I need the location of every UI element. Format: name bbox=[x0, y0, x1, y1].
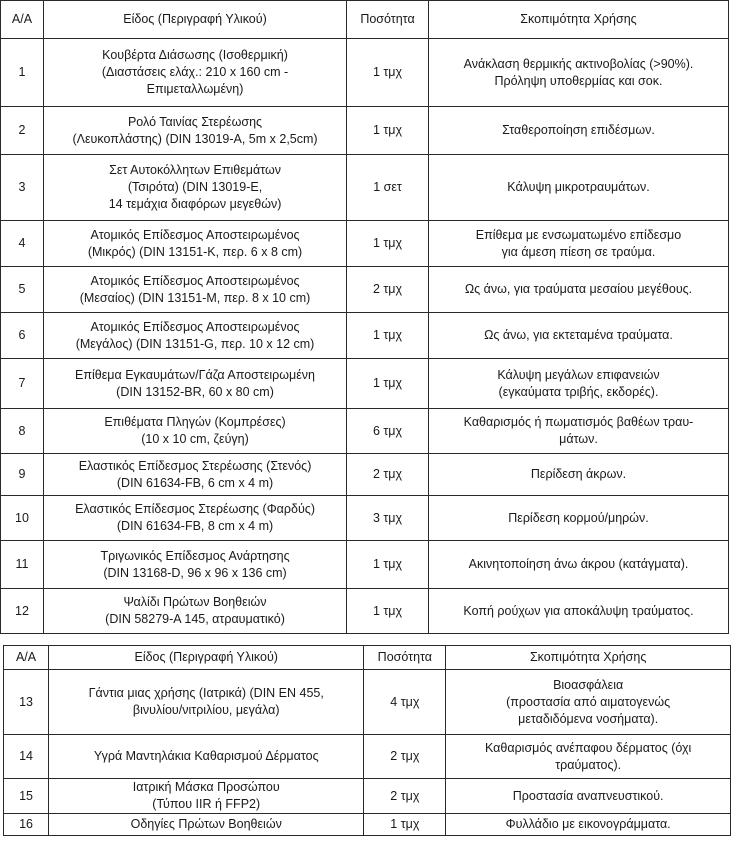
row-quantity: 1 σετ bbox=[347, 155, 429, 221]
row-number: 13 bbox=[4, 670, 49, 735]
row-purpose: Κάλυψη μικροτραυμάτων. bbox=[428, 155, 728, 221]
row-number: 4 bbox=[1, 221, 44, 267]
table-header-row bbox=[1, 1, 729, 39]
table-row bbox=[1, 313, 729, 359]
row-item: Ατομικός Επίδεσμος Αποστειρωμένος (Μεσαίος) (DIN 13151-M, περ. 8 x 10 cm) bbox=[44, 267, 347, 313]
table-row bbox=[1, 221, 729, 267]
row-purpose: Ως άνω, για εκτεταμένα τραύματα. bbox=[428, 313, 728, 359]
row-quantity: 1 τμχ bbox=[347, 541, 429, 589]
row-number: 15 bbox=[4, 779, 49, 814]
row-purpose: Κάλυψη μεγάλων επιφανειών (εγκαύματα τριβής, εκδορές). bbox=[428, 359, 728, 409]
row-item: Ψαλίδι Πρώτων Βοηθειών (DIN 58279-A 145, ατραυματικό) bbox=[44, 589, 347, 634]
row-item: Ελαστικός Επίδεσμος Στερέωσης (Στενός) (DIN 61634-FB, 6 cm x 4 m) bbox=[44, 454, 347, 496]
row-quantity: 1 τμχ bbox=[347, 221, 429, 267]
table-row bbox=[1, 267, 729, 313]
header-quantity: Ποσότητα bbox=[364, 646, 446, 670]
row-item: Κουβέρτα Διάσωσης (Ισοθερμική) (Διαστάσεις ελάχ.: 210 x 160 cm - Επιμεταλλωμένη) bbox=[44, 39, 347, 107]
row-purpose: Προστασία αναπνευστικού. bbox=[446, 779, 731, 814]
table-row bbox=[4, 670, 731, 735]
row-quantity: 3 τμχ bbox=[347, 496, 429, 541]
row-item: Γάντια μιας χρήσης (Ιατρικά) (DIN EN 455, βινυλίου/νιτριλίου, μεγάλα) bbox=[49, 670, 364, 735]
row-number: 2 bbox=[1, 107, 44, 155]
header-number: Α/Α bbox=[1, 1, 44, 39]
row-purpose: Βιοασφάλεια (προστασία από αιματογενώς μεταδιδόμενα νοσήματα). bbox=[446, 670, 731, 735]
row-item: Υγρά Μαντηλάκια Καθαρισμού Δέρματος bbox=[49, 735, 364, 779]
row-number: 12 bbox=[1, 589, 44, 634]
row-purpose: Περίδεση άκρων. bbox=[428, 454, 728, 496]
header-purpose: Σκοπιμότητα Χρήσης bbox=[428, 1, 728, 39]
table-row bbox=[1, 541, 729, 589]
row-number: 7 bbox=[1, 359, 44, 409]
row-number: 9 bbox=[1, 454, 44, 496]
table-row bbox=[1, 589, 729, 634]
row-item: Ατομικός Επίδεσμος Αποστειρωμένος (Μεγάλος) (DIN 13151-G, περ. 10 x 12 cm) bbox=[44, 313, 347, 359]
table-row bbox=[1, 409, 729, 454]
row-number: 6 bbox=[1, 313, 44, 359]
row-purpose: Κοπή ρούχων για αποκάλυψη τραύματος. bbox=[428, 589, 728, 634]
row-quantity: 1 τμχ bbox=[347, 313, 429, 359]
row-purpose: Επίθεμα με ενσωματωμένο επίδεσμο για άμεση πίεση σε τραύμα. bbox=[428, 221, 728, 267]
row-purpose: Φυλλάδιο με εικονογράμματα. bbox=[446, 814, 731, 836]
row-number: 1 bbox=[1, 39, 44, 107]
table-row bbox=[1, 359, 729, 409]
row-item: Ελαστικός Επίδεσμος Στερέωσης (Φαρδύς) (DIN 61634-FB, 8 cm x 4 m) bbox=[44, 496, 347, 541]
row-number: 10 bbox=[1, 496, 44, 541]
row-quantity: 1 τμχ bbox=[347, 359, 429, 409]
row-number: 14 bbox=[4, 735, 49, 779]
row-quantity: 2 τμχ bbox=[364, 735, 446, 779]
row-item: Σετ Αυτοκόλλητων Επιθεμάτων (Τσιρότα) (DIN 13019-E, 14 τεμάχια διαφόρων μεγεθών) bbox=[44, 155, 347, 221]
row-number: 16 bbox=[4, 814, 49, 836]
row-purpose: Καθαρισμός ή πωματισμός βαθέων τραυ- μάτων. bbox=[428, 409, 728, 454]
row-number: 8 bbox=[1, 409, 44, 454]
row-item: Τριγωνικός Επίδεσμος Ανάρτησης (DIN 13168-D, 96 x 96 x 136 cm) bbox=[44, 541, 347, 589]
row-number: 3 bbox=[1, 155, 44, 221]
row-purpose: Ως άνω, για τραύματα μεσαίου μεγέθους. bbox=[428, 267, 728, 313]
table-row bbox=[1, 107, 729, 155]
table-row bbox=[4, 735, 731, 779]
row-number: 5 bbox=[1, 267, 44, 313]
row-purpose: Σταθεροποίηση επιδέσμων. bbox=[428, 107, 728, 155]
row-quantity: 1 τμχ bbox=[347, 589, 429, 634]
header-purpose: Σκοπιμότητα Χρήσης bbox=[446, 646, 731, 670]
row-quantity: 1 τμχ bbox=[347, 39, 429, 107]
row-quantity: 6 τμχ bbox=[347, 409, 429, 454]
header-item: Είδος (Περιγραφή Υλικού) bbox=[44, 1, 347, 39]
table-header-row bbox=[4, 646, 731, 670]
header-quantity: Ποσότητα bbox=[347, 1, 429, 39]
row-purpose: Καθαρισμός ανέπαφου δέρματος (όχι τραύματος). bbox=[446, 735, 731, 779]
table-row bbox=[1, 454, 729, 496]
row-purpose: Ανάκλαση θερμικής ακτινοβολίας (>90%). Πρόληψη υποθερμίας και σοκ. bbox=[428, 39, 728, 107]
row-quantity: 2 τμχ bbox=[364, 779, 446, 814]
row-item: Επιθέματα Πληγών (Κομπρέσες) (10 x 10 cm, ζεύγη) bbox=[44, 409, 347, 454]
table-row bbox=[1, 496, 729, 541]
row-item: Ρολό Ταινίας Στερέωσης (Λευκοπλάστης) (DIN 13019-A, 5m x 2,5cm) bbox=[44, 107, 347, 155]
row-purpose: Ακινητοποίηση άνω άκρου (κατάγματα). bbox=[428, 541, 728, 589]
table-row bbox=[1, 39, 729, 107]
equipment-table-2 bbox=[3, 645, 731, 836]
row-quantity: 4 τμχ bbox=[364, 670, 446, 735]
row-item: Ιατρική Μάσκα Προσώπου (Τύπου IIR ή FFP2) bbox=[49, 779, 364, 814]
table-row bbox=[4, 814, 731, 836]
row-quantity: 2 τμχ bbox=[347, 267, 429, 313]
row-item: Επίθεμα Εγκαυμάτων/Γάζα Αποστειρωμένη (DIN 13152-BR, 60 x 80 cm) bbox=[44, 359, 347, 409]
row-quantity: 2 τμχ bbox=[347, 454, 429, 496]
header-item: Είδος (Περιγραφή Υλικού) bbox=[49, 646, 364, 670]
table-row bbox=[4, 779, 731, 814]
row-item: Ατομικός Επίδεσμος Αποστειρωμένος (Μικρός) (DIN 13151-K, περ. 6 x 8 cm) bbox=[44, 221, 347, 267]
row-item: Οδηγίες Πρώτων Βοηθειών bbox=[49, 814, 364, 836]
row-purpose: Περίδεση κορμού/μηρών. bbox=[428, 496, 728, 541]
row-quantity: 1 τμχ bbox=[347, 107, 429, 155]
row-quantity: 1 τμχ bbox=[364, 814, 446, 836]
header-number: Α/Α bbox=[4, 646, 49, 670]
row-number: 11 bbox=[1, 541, 44, 589]
table-row bbox=[1, 155, 729, 221]
